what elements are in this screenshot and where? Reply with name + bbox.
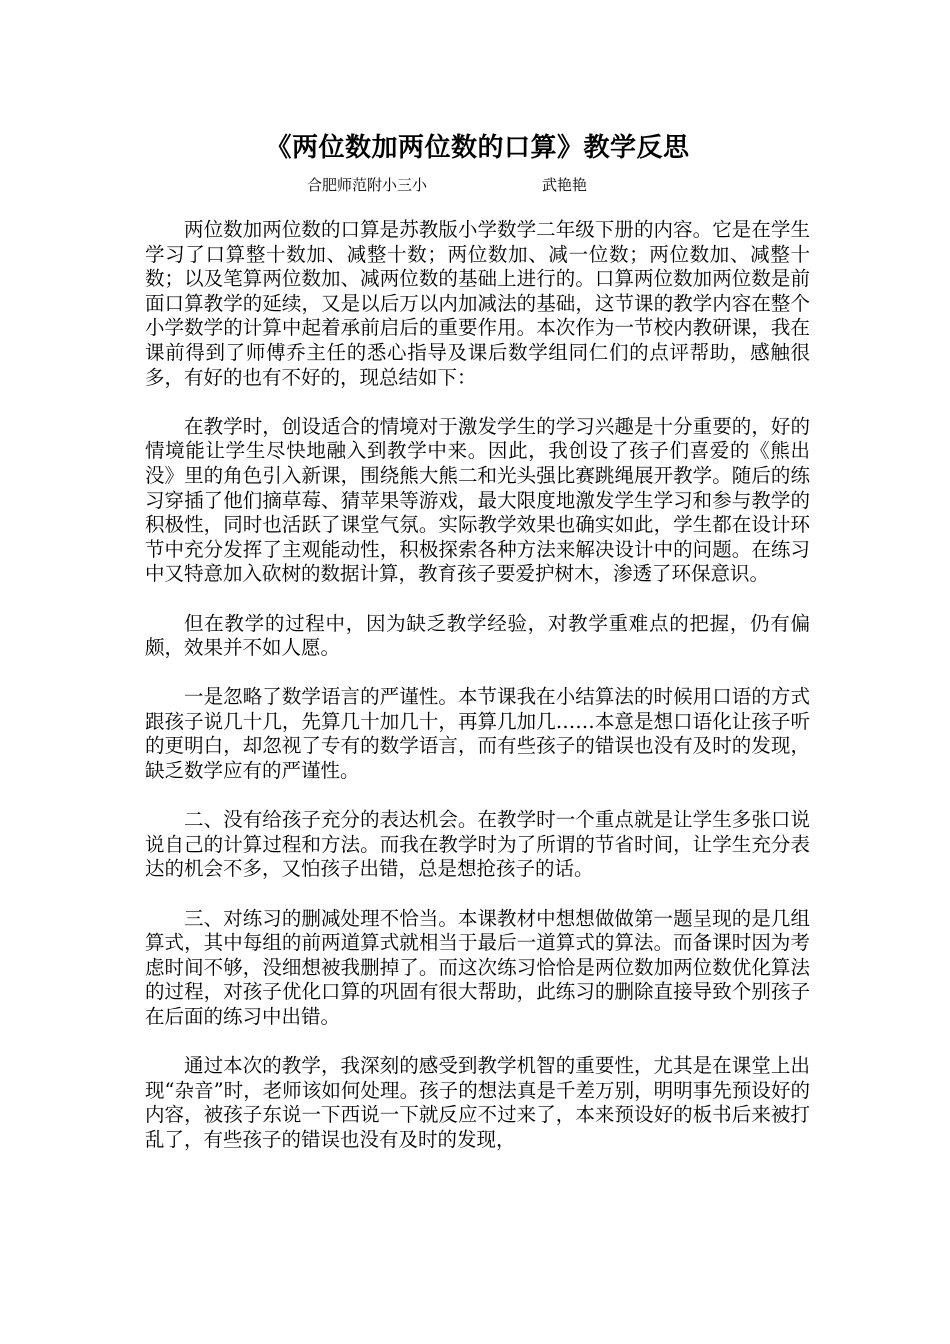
author-name: 武艳艳 (542, 176, 588, 194)
document-page (145, 130, 810, 1177)
document-title: 《两位数加两位数的口算》教学反思 (265, 133, 690, 163)
paragraph-intro: 两位数加两位数的口算是苏教版小学数学二年级下册的内容。它是在学生学习了口算整十数加、减整十数；两位数加、减一位数；两位数加、减整十数；以及笔算两位数加、减两位数的基础上进行的。口算两位数加两位数是前面口算教学的延续，又是以后万以内加减法的基础，这节课的教学内容在整个小学数学的计算中起着承前启后的重要作用。本次作为一节校内教研课，我在课前得到了师傅乔主任的悉心指导及课后数学组同仁们的点评帮助，感触很多，有好的也有不好的，现总结如下： (145, 218, 810, 389)
paragraph-point-two: 二、没有给孩子充分的表达机会。在教学时一个重点就是让学生多张口说说自己的计算过程和方法。而我在教学时为了所谓的节省时间，让学生充分表达的机会不多，又怕孩子出错，总是想抢孩子的话。 (145, 808, 810, 881)
paragraph-shortcomings: 但在教学的过程中，因为缺乏教学经验，对教学重难点的把握，仍有偏颇，效果并不如人愿。 (145, 611, 810, 660)
document-body (145, 218, 810, 1153)
paragraph-conclusion: 通过本次的教学，我深刻的感受到教学机智的重要性，尤其是在课堂上出现“杂音”时，老师该如何处理。孩子的想法真是千差万别，明明事先预设好的内容，被孩子东说一下西说一下就反应不过来了，本来预设好的板书后来被打乱了，有些孩子的错误也没有及时的发现， (145, 1054, 810, 1151)
school-name: 合肥师范附小三小 (307, 176, 428, 194)
paragraph-point-one: 一是忽略了数学语言的严谨性。本节课我在小结算法的时候用口语的方式跟孩子说几十几，先算几十加几十，再算几加几……本意是想口语化让孩子听的更明白，却忽视了专有的数学语言，而有些孩子的错误也没有及时的发现，缺乏数学应有的严谨性。 (145, 685, 810, 783)
paragraph-situation: 在教学时，创设适合的情境对于激发学生的学习兴趣是十分重要的，好的情境能让学生尽快地融入到教学中来。因此，我创设了孩子们喜爱的《熊出没》里的角色引入新课，围绕熊大熊二和光头强比赛跳绳展开教学。随后的练习穿插了他们摘草莓、猜苹果等游戏，最大限度地激发学生学习和参与教学的积极性，同时也活跃了课堂气氛。实际教学效果也确实如此，学生都在设计环节中充分发挥了主观能动性，积极探索各种方法来解决设计中的问题。在练习中又特意加入砍树的数据计算，教育孩子要爱护树木，渗透了环保意识。 (145, 414, 810, 586)
paragraph-point-three: 三、对练习的删减处理不恰当。本课教材中想想做做第一题呈现的是几组算式，其中每组的前两道算式就相当于最后一道算式的算法。而备课时因为考虑时间不够，没细想被我删掉了。而这次练习恰恰是两位数加两位数优化算法的过程，对孩子优化口算的巩固有很大帮助，此练习的删除直接导致个别孩子在后面的练习中出错。 (145, 906, 810, 1028)
byline (307, 174, 810, 196)
